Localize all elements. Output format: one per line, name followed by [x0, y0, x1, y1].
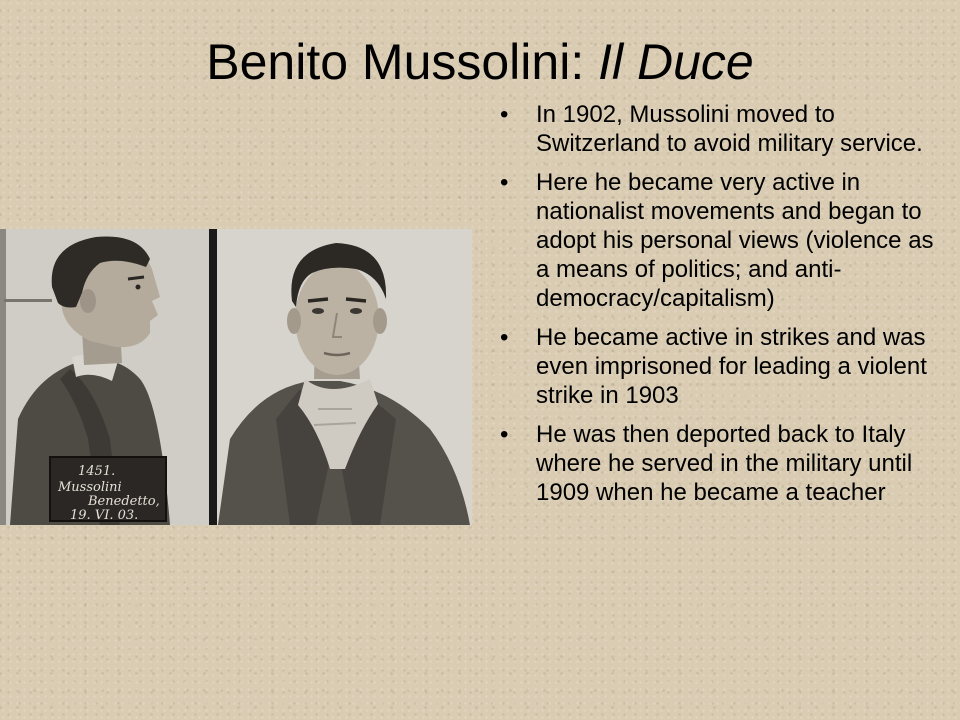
card-line-2: Mussolini — [58, 480, 122, 495]
bullet-text: He became active in strikes and was even imprisoned for leading a violent strike in 1903 — [536, 324, 927, 409]
card-line-1: 1451. — [78, 464, 116, 479]
bullet-item — [500, 100, 952, 158]
title-main-text: Benito Mussolini: — [206, 34, 599, 90]
bullet-marker: • — [500, 169, 509, 196]
bullet-text: He was then deported back to Italy where he served in the military until 1909 when he became a teacher — [536, 421, 913, 506]
bullet-item — [500, 323, 952, 410]
title-italic-text: Il Duce — [598, 34, 754, 90]
slide-title — [0, 22, 960, 102]
card-line-4: 19. VI. 03. — [70, 508, 139, 523]
bullet-item — [500, 168, 952, 313]
card-line-3: Benedetto, — [88, 494, 160, 509]
bullet-marker: • — [500, 101, 509, 128]
bullet-marker: • — [500, 324, 509, 351]
mugshot-illustration — [0, 229, 472, 525]
bullet-list — [500, 100, 952, 517]
bullet-marker: • — [500, 421, 509, 448]
bullet-item — [500, 420, 952, 507]
mugshot-photo — [0, 229, 472, 525]
bullet-text: Here he became very active in nationalist movements and began to adopt his personal views (violence as a means of politics; and anti-democracy/capitalism) — [536, 169, 934, 312]
bullet-text: In 1902, Mussolini moved to Switzerland to avoid military service. — [536, 101, 923, 157]
